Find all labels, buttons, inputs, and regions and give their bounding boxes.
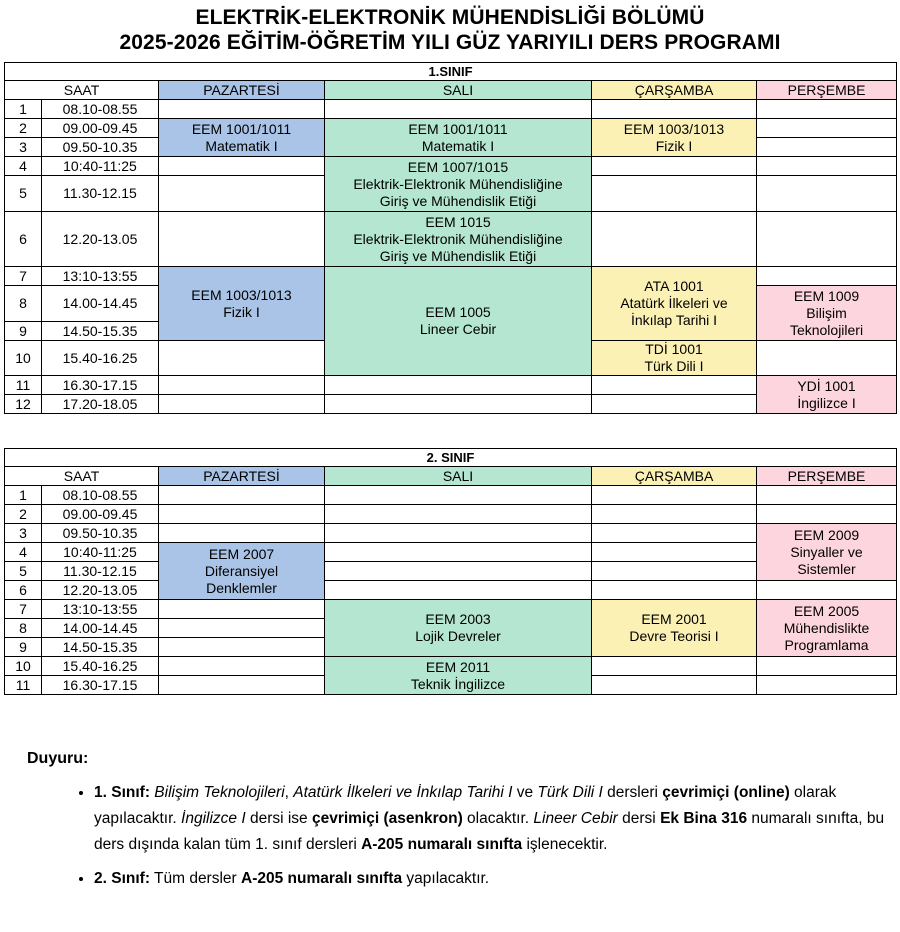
announcement-item-sinif1 bbox=[94, 780, 900, 858]
table-row bbox=[5, 600, 897, 619]
period-time: 11.30-12.15 bbox=[42, 176, 159, 212]
course-ref: Lineer Cebir bbox=[533, 810, 618, 827]
period-time: 10:40-11:25 bbox=[42, 543, 159, 562]
text: ve bbox=[512, 784, 538, 801]
course-code: EEM 1003/1013 bbox=[191, 286, 292, 303]
period-number: 3 bbox=[5, 138, 42, 157]
course-name: Devre Teorisi I bbox=[629, 628, 719, 644]
course-cell bbox=[325, 212, 592, 267]
header-monday: PAZARTESİ bbox=[159, 81, 325, 100]
course-code: EEM 2001 bbox=[641, 611, 707, 627]
course-name: Sistemler bbox=[797, 560, 856, 577]
course-cell bbox=[592, 267, 757, 341]
course-code: ATA 1001 bbox=[644, 278, 704, 294]
course-name: Elektrik-Elektronik Mühendisliğine bbox=[353, 230, 563, 247]
period-time: 15.40-16.25 bbox=[42, 657, 159, 676]
course-code: EEM 2007 bbox=[208, 545, 275, 562]
header-tuesday: SALI bbox=[325, 81, 592, 100]
course-cell bbox=[325, 600, 592, 657]
page-title: ELEKTRİK-ELEKTRONİK MÜHENDİSLİĞİ BÖLÜMÜ bbox=[195, 6, 705, 29]
course-name: Diferansiyel bbox=[204, 562, 279, 579]
table-row bbox=[5, 376, 897, 395]
label-sinif1: 1. Sınıf: bbox=[94, 784, 150, 801]
course-code: EEM 1009 bbox=[793, 287, 860, 304]
table-row bbox=[5, 657, 897, 676]
course-cell bbox=[159, 119, 325, 157]
period-time: 09.00-09.45 bbox=[42, 119, 159, 138]
table-row bbox=[5, 267, 897, 286]
course-name: Elektrik-Elektronik Mühendisliğine bbox=[353, 175, 563, 192]
period-time: 13:10-13:55 bbox=[42, 267, 159, 286]
header-wednesday: ÇARŞAMBA bbox=[592, 81, 757, 100]
period-time: 14.00-14.45 bbox=[42, 286, 159, 322]
period-time: 09.50-10.35 bbox=[42, 138, 159, 157]
course-name: Türk Dili I bbox=[644, 358, 704, 374]
period-time: 14.50-15.35 bbox=[42, 322, 159, 341]
table-row bbox=[5, 212, 897, 267]
period-number: 12 bbox=[5, 395, 42, 414]
period-number: 7 bbox=[5, 267, 42, 286]
table-row bbox=[5, 486, 897, 505]
course-code: EEM 2005 bbox=[793, 602, 860, 619]
period-time: 12.20-13.05 bbox=[42, 212, 159, 267]
course-name: Teknolojileri bbox=[789, 321, 864, 338]
course-name: Matematik I bbox=[421, 137, 495, 154]
header-tuesday: SALI bbox=[325, 467, 592, 486]
course-name: Programlama bbox=[784, 636, 869, 653]
emphasis: A-205 numaralı sınıfta bbox=[241, 870, 403, 887]
course-name: Sinyaller ve bbox=[790, 543, 863, 560]
period-time: 16.30-17.15 bbox=[42, 376, 159, 395]
period-time: 09.00-09.45 bbox=[42, 505, 159, 524]
course-code: EEM 1001/1011 bbox=[191, 120, 292, 137]
period-number: 4 bbox=[5, 157, 42, 176]
course-code: EEM 2003 bbox=[425, 611, 491, 627]
course-cell bbox=[757, 524, 897, 581]
table-row bbox=[5, 119, 897, 138]
course-code: TDİ 1001 bbox=[645, 341, 703, 357]
course-name: İnkılap Tarihi I bbox=[630, 312, 718, 328]
period-time: 08.10-08.55 bbox=[42, 100, 159, 119]
period-number: 10 bbox=[5, 341, 42, 376]
course-name: Atatürk İlkeleri ve bbox=[620, 295, 728, 311]
course-code: EEM 1015 bbox=[425, 213, 491, 230]
emphasis: Ek Bina 316 bbox=[660, 810, 748, 827]
period-time: 11.30-12.15 bbox=[42, 562, 159, 581]
text: dersi ise bbox=[245, 810, 312, 827]
course-name: Lineer Cebir bbox=[419, 321, 497, 337]
period-number: 10 bbox=[5, 657, 42, 676]
period-number: 9 bbox=[5, 322, 42, 341]
page-subtitle: 2025-2026 EĞİTİM-ÖĞRETİM YILI GÜZ YARIYILI DERS PROGRAMI bbox=[119, 31, 781, 54]
table-row bbox=[5, 524, 897, 543]
course-code: EEM 2009 bbox=[793, 526, 860, 543]
course-name: Lojik Devreler bbox=[415, 628, 501, 644]
course-ref: Atatürk İlkeleri ve İnkılap Tarihi I bbox=[293, 784, 513, 801]
text: Tüm dersler bbox=[149, 870, 242, 887]
course-code: EEM 1001/1011 bbox=[408, 120, 508, 137]
course-cell bbox=[325, 267, 592, 376]
header-thursday: PERŞEMBE bbox=[757, 467, 897, 486]
course-cell bbox=[592, 341, 757, 376]
period-time: 13:10-13:55 bbox=[42, 600, 159, 619]
header-thursday: PERŞEMBE bbox=[757, 81, 897, 100]
period-time: 15.40-16.25 bbox=[42, 341, 159, 376]
announcement-item-sinif2 bbox=[94, 866, 900, 892]
period-number: 1 bbox=[5, 486, 42, 505]
header-saat: SAAT bbox=[5, 81, 159, 100]
period-time: 09.50-10.35 bbox=[42, 524, 159, 543]
period-number: 2 bbox=[5, 119, 42, 138]
emphasis: çevrimiçi (asenkron) bbox=[311, 810, 463, 827]
period-number: 3 bbox=[5, 524, 42, 543]
course-name: İngilizce I bbox=[797, 394, 856, 411]
text: , bbox=[284, 784, 294, 801]
period-number: 6 bbox=[5, 581, 42, 600]
text: yapılacaktır. bbox=[402, 870, 490, 887]
period-time: 16.30-17.15 bbox=[42, 676, 159, 695]
period-number: 9 bbox=[5, 638, 42, 657]
text: olacaktır. bbox=[462, 810, 534, 827]
text: numaralı sınıfta, bu ders dışında kalan tüm 1. sınıf dersleri bbox=[94, 810, 885, 853]
text: olarak yapılacaktır. bbox=[94, 784, 837, 827]
course-code: EEM 1003/1013 bbox=[623, 120, 725, 137]
announcement-list bbox=[58, 780, 900, 900]
emphasis: çevrimiçi (online) bbox=[662, 784, 790, 801]
table-row bbox=[5, 157, 897, 176]
course-name: Denklemler bbox=[206, 579, 277, 596]
emphasis: A-205 numaralı sınıfta bbox=[361, 836, 523, 853]
schedule-table-sinif2 bbox=[4, 448, 897, 695]
text: dersi bbox=[617, 810, 661, 827]
period-number: 1 bbox=[5, 100, 42, 119]
period-number: 11 bbox=[5, 376, 42, 395]
period-number: 5 bbox=[5, 562, 42, 581]
class-title: 1.SINIF bbox=[5, 63, 897, 81]
course-cell bbox=[757, 376, 897, 414]
period-time: 08.10-08.55 bbox=[42, 486, 159, 505]
label-sinif2: 2. Sınıf: bbox=[94, 870, 150, 887]
course-name: Fizik I bbox=[655, 137, 693, 154]
period-time: 14.50-15.35 bbox=[42, 638, 159, 657]
table-row bbox=[5, 505, 897, 524]
course-name: Matematik I bbox=[205, 137, 278, 154]
course-code: EEM 1005 bbox=[425, 304, 491, 320]
course-name: Giriş ve Mühendislik Etiği bbox=[379, 192, 537, 209]
period-number: 11 bbox=[5, 676, 42, 695]
header-saat: SAAT bbox=[5, 467, 159, 486]
course-ref: İngilizce I bbox=[181, 810, 246, 827]
text: dersleri bbox=[602, 784, 663, 801]
course-name: Bilişim bbox=[806, 304, 847, 321]
period-number: 5 bbox=[5, 176, 42, 212]
course-name: Teknik İngilizce bbox=[410, 675, 506, 692]
course-cell bbox=[325, 657, 592, 695]
period-time: 17.20-18.05 bbox=[42, 395, 159, 414]
course-name: Fizik I bbox=[223, 303, 260, 320]
course-cell bbox=[325, 119, 592, 157]
course-ref: Türk Dili I bbox=[537, 784, 603, 801]
course-ref: Bilişim Teknolojileri bbox=[154, 784, 285, 801]
course-code: EEM 1007/1015 bbox=[407, 158, 509, 175]
schedule-table-sinif1 bbox=[4, 62, 897, 414]
table-row bbox=[5, 581, 897, 600]
course-cell bbox=[757, 286, 897, 341]
course-cell bbox=[757, 600, 897, 657]
course-name: Giriş ve Mühendislik Etiği bbox=[379, 247, 537, 264]
course-cell bbox=[325, 157, 592, 212]
period-number: 2 bbox=[5, 505, 42, 524]
header-monday: PAZARTESİ bbox=[159, 467, 325, 486]
period-number: 7 bbox=[5, 600, 42, 619]
course-code: EEM 2011 bbox=[425, 658, 491, 675]
period-number: 6 bbox=[5, 212, 42, 267]
period-number: 8 bbox=[5, 286, 42, 322]
course-cell bbox=[592, 119, 757, 157]
course-cell bbox=[592, 600, 757, 657]
course-name: Mühendislikte bbox=[783, 619, 870, 636]
period-time: 12.20-13.05 bbox=[42, 581, 159, 600]
text: işlenecektir. bbox=[522, 836, 608, 853]
table-row bbox=[5, 100, 897, 119]
course-cell bbox=[159, 267, 325, 341]
course-code: YDİ 1001 bbox=[797, 377, 856, 394]
period-time: 14.00-14.45 bbox=[42, 619, 159, 638]
period-number: 8 bbox=[5, 619, 42, 638]
header-wednesday: ÇARŞAMBA bbox=[592, 467, 757, 486]
announcement-title: Duyuru: bbox=[27, 750, 89, 767]
course-cell bbox=[159, 543, 325, 600]
period-time: 10:40-11:25 bbox=[42, 157, 159, 176]
period-number: 4 bbox=[5, 543, 42, 562]
class-title: 2. SINIF bbox=[5, 449, 897, 467]
